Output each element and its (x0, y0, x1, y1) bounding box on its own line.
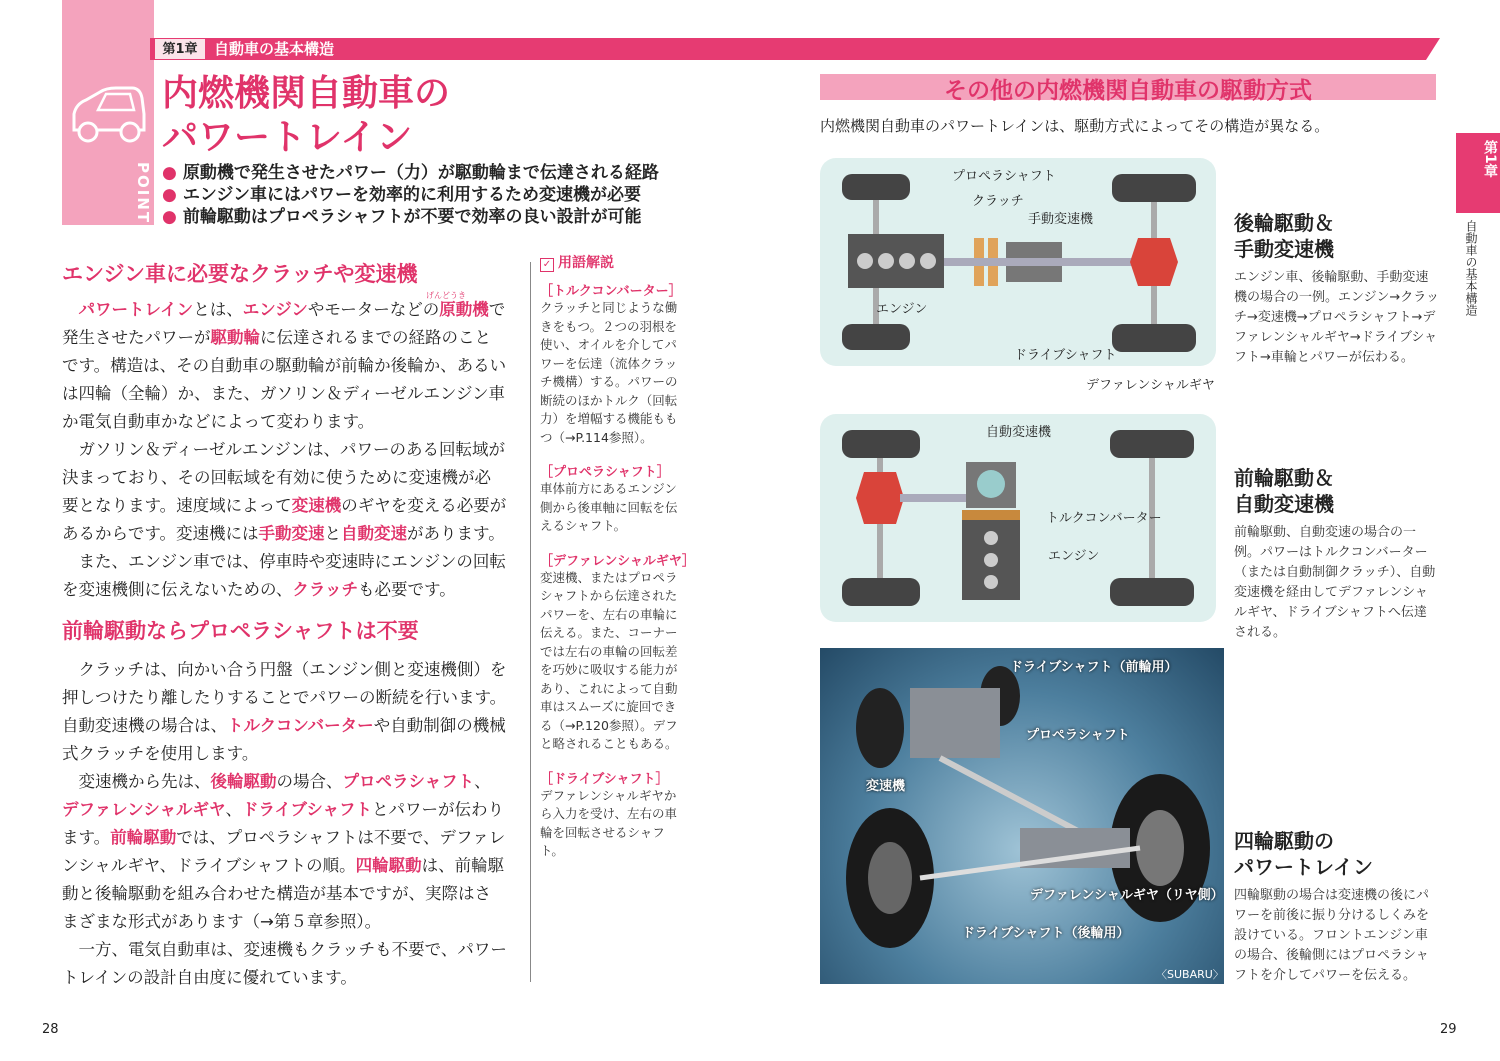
photo-label-front-shaft: ドライブシャフト（前輪用） (1010, 660, 1178, 675)
highlighted-term: エンジン (242, 300, 308, 319)
caption-heading: 自動変速機 (1234, 492, 1334, 516)
label-manual: 手動変速機 (1028, 212, 1094, 227)
differential (1130, 238, 1178, 286)
wheel (1112, 324, 1196, 352)
photo-label-transmission: 変速機 (866, 779, 906, 794)
glossary-text: 車体前方にあるエンジン側から後車軸に回転を伝えるシャフト。 (540, 481, 678, 533)
key-point: ● 原動機で発生させたパワー（力）が駆動輪まで伝達される経路 (162, 162, 659, 184)
wheel (842, 430, 920, 458)
photo-label-propeller: プロペラシャフト (1026, 728, 1130, 743)
highlighted-term: 駆動輪 (210, 328, 260, 347)
section1-paragraph (62, 548, 507, 604)
highlighted-term: 原動機 (439, 300, 489, 319)
differential (856, 472, 904, 524)
label-propeller: プロペラシャフト (952, 169, 1056, 184)
page-title (162, 72, 450, 160)
caption-awd (1234, 828, 1439, 986)
caption-rwd (1234, 210, 1439, 368)
text-run: で発生させたパワーが (62, 300, 506, 347)
page-title-line2: パワートレイン (162, 117, 413, 158)
glossary-item (540, 280, 695, 447)
glossary-term: ［トルクコンバーター］ (540, 284, 682, 299)
text-run: や自動制御の機械式クラッチを使用します。 (62, 716, 506, 763)
key-point: ● 前輪駆動はプロペラシャフトが不要で効率の良い設計が可能 (162, 206, 659, 228)
text-run: とは、 (193, 300, 243, 319)
wheel (842, 578, 920, 606)
chapter-band (150, 38, 1440, 60)
page-number-right: 29 (1440, 1022, 1457, 1037)
glossary-term: ［デファレンシャルギヤ］ (540, 553, 695, 569)
text-run: 、 (225, 800, 243, 819)
label-clutch: クラッチ (972, 194, 1024, 209)
highlighted-term: 四輪駆動 (355, 856, 422, 875)
chapter-number: 第1章 (154, 38, 206, 60)
glossary-heading-label: 用語解説 (558, 255, 614, 271)
label-diff: デファレンシャルギヤ (1086, 378, 1215, 393)
section2-paragraph (62, 656, 507, 768)
ruby-text: げんどうき (426, 291, 466, 300)
caption-heading: 手動変速機 (1234, 237, 1334, 261)
text-run: クラッチは、向かい合う円盤（エンジン側と変速機側）を押しつけたり離したりすることでパワーの断続を行います。自動変速機の場合は、 (62, 660, 507, 735)
text-run: は、前輪駆動と後輪駆動を組み合わせた構造が基本ですが、実際はさまざまな形式があります（→第５章参照）。 (62, 856, 505, 931)
caption-fwd (1234, 465, 1439, 643)
text-run: また、エンジン車では、停車時や変速時にエンジンの回転を変速機側に伝えないための、 (62, 552, 506, 599)
highlighted-term: パワートレイン (78, 300, 194, 319)
wheel (1110, 578, 1194, 606)
section2-paragraph (62, 936, 507, 992)
highlighted-term: プロペラシャフト (342, 772, 475, 791)
wheel (1112, 174, 1196, 202)
right-title: その他の内燃機関自動車の駆動方式 (944, 78, 1312, 104)
glossary-text: クラッチと同じような働きをもつ。２つの羽根を使い、オイルを介してパワーを伝達（流体クラッチ機構）する。パワーの断続のほかトルク（回転力）を増幅する機能ももつ（→P.114参照）。 (540, 300, 678, 445)
label-engine2: エンジン (1048, 549, 1100, 564)
caption-heading: 前輪駆動＆ (1234, 466, 1334, 490)
wheel (842, 324, 910, 350)
glossary-text: デファレンシャルギヤから入力を受け、左右の車輪を回転させるシャフト。 (540, 787, 678, 858)
page-number-left: 28 (42, 1022, 59, 1037)
text-run: 一方、電気自動車は、変速機もクラッチも不要で、パワートレインの設計自由度に優れています。 (62, 940, 507, 987)
checkbox-icon: ✓ (540, 258, 554, 272)
caption-text: 四輪駆動の場合は変速機の後にパワーを前後に振り分けるしくみを設けている。フロントエンジン車の場合、後輪側にはプロペラシャフトを介してパワーを伝える。 (1234, 888, 1430, 983)
label-auto: 自動変速機 (986, 425, 1052, 440)
highlighted-term: 前輪駆動 (110, 828, 177, 847)
photo-label-rear-shaft: ドライブシャフト（後輪用） (962, 926, 1130, 941)
label-engine: エンジン (876, 302, 928, 317)
highlighted-term: 変速機 (291, 496, 342, 515)
caption-text: エンジン車、後輪駆動、手動変速機の場合の一例。エンジン→クラッチ→変速機→プロペラシャフト→デファレンシャルギヤ→ドライブシャフト→車輪とパワーが伝わる。 (1234, 270, 1439, 365)
caption-text: 前輪駆動、自動変速の場合の一例。パワーはトルクコンバーター（または自動制御クラッチ）、自動変速機を経由してデファレンシャルギヤ、ドライブシャフトへ伝達される。 (1234, 525, 1436, 640)
highlighted-term: 後輪駆動 (210, 772, 277, 791)
side-chapter-title: 自動車の基本構造 (1464, 220, 1478, 316)
glossary-divider (530, 262, 531, 982)
key-points (162, 162, 659, 228)
wheel (1110, 430, 1194, 458)
glossary-term: ［ドライブシャフト］ (540, 771, 669, 787)
chapter-title: 自動車の基本構造 (214, 40, 335, 58)
glossary-term: ［プロペラシャフト］ (540, 465, 670, 480)
section2-heading: 前輪駆動ならプロペラシャフトは不要 (62, 619, 419, 643)
text-run: も必要です。 (358, 580, 456, 599)
section1-paragraph (62, 436, 507, 548)
car-icon (66, 80, 150, 150)
highlighted-term: クラッチ (292, 580, 359, 599)
glossary-item (540, 768, 695, 861)
text-run: と (324, 524, 342, 543)
caption-heading: パワートレイン (1234, 855, 1373, 879)
text-run: では、プロペラシャフトは不要で、デファレンシャルギヤ、ドライブシャフトの順。 (62, 828, 506, 875)
text-run: やモーターなどの (307, 300, 440, 319)
torque-converter (962, 510, 1020, 520)
point-label: POINT (134, 162, 152, 225)
key-point: ● エンジン車にはパワーを効率的に利用するため変速機が必要 (162, 184, 659, 206)
highlighted-term: ドライブシャフト (242, 800, 373, 819)
glossary-list (540, 268, 695, 861)
highlighted-term: デファレンシャルギヤ (62, 800, 226, 819)
photo-credit: 〈SUBARU〉 (1156, 968, 1224, 981)
text-run: 、 (474, 772, 491, 791)
section2-paragraph (62, 768, 507, 936)
right-intro: 内燃機関自動車のパワートレインは、駆動方式によってその構造が異なる。 (820, 117, 1330, 135)
label-drive: ドライブシャフト (1014, 348, 1117, 363)
photo-label-diff: デファレンシャルギヤ（リヤ側） (1030, 888, 1224, 903)
page-title-line1: 内燃機関自動車の (162, 73, 451, 114)
glossary-item (540, 550, 695, 754)
text-run: 変速機から先は、 (78, 772, 211, 791)
label-torque: トルクコンバーター (1046, 511, 1162, 526)
wheel (842, 174, 910, 200)
text-run: に伝達されるまでの経路のことです。構造は、その自動車の駆動輪が前輪か後輪か、あるいは四輪（全輪）か、また、ガソリン＆ディーゼルエンジン車か電気自動車かなどによって変わります。 (62, 328, 507, 431)
caption-heading: 四輪駆動の (1234, 829, 1334, 853)
caption-heading: 後輪駆動＆ (1234, 211, 1334, 235)
text-run: の場合、 (276, 772, 343, 791)
text-run: があります。 (407, 524, 505, 543)
glossary-text: 変速機、またはプロペラシャフトから伝達されたパワーを、左右の車輪に伝える。また、コーナーでは左右の車輪の回転差を巧妙に吸収する能力があり、これによって自動車はスムーズに旋回できる（→P.120参照）。デフと略されることもある。 (540, 569, 678, 751)
highlighted-term: 自動変速 (341, 524, 408, 543)
text-run: とパワーが伝わります。 (62, 800, 505, 847)
highlighted-term: トルクコンバーター (227, 716, 374, 735)
highlighted-term: 手動変速 (258, 524, 325, 543)
side-tab-label: 第1章 (1482, 140, 1498, 178)
text-run: のギヤを変える必要があるからです。変速機には (62, 496, 507, 543)
section1-heading: エンジン車に必要なクラッチや変速機 (62, 262, 418, 286)
text-run: ガソリン＆ディーゼルエンジンは、パワーのある回転域が決まっており、その回転域を有効に使うために変速機が必要となります。速度域によって (62, 440, 506, 515)
glossary-item (540, 461, 695, 536)
section1-paragraph (62, 296, 507, 436)
